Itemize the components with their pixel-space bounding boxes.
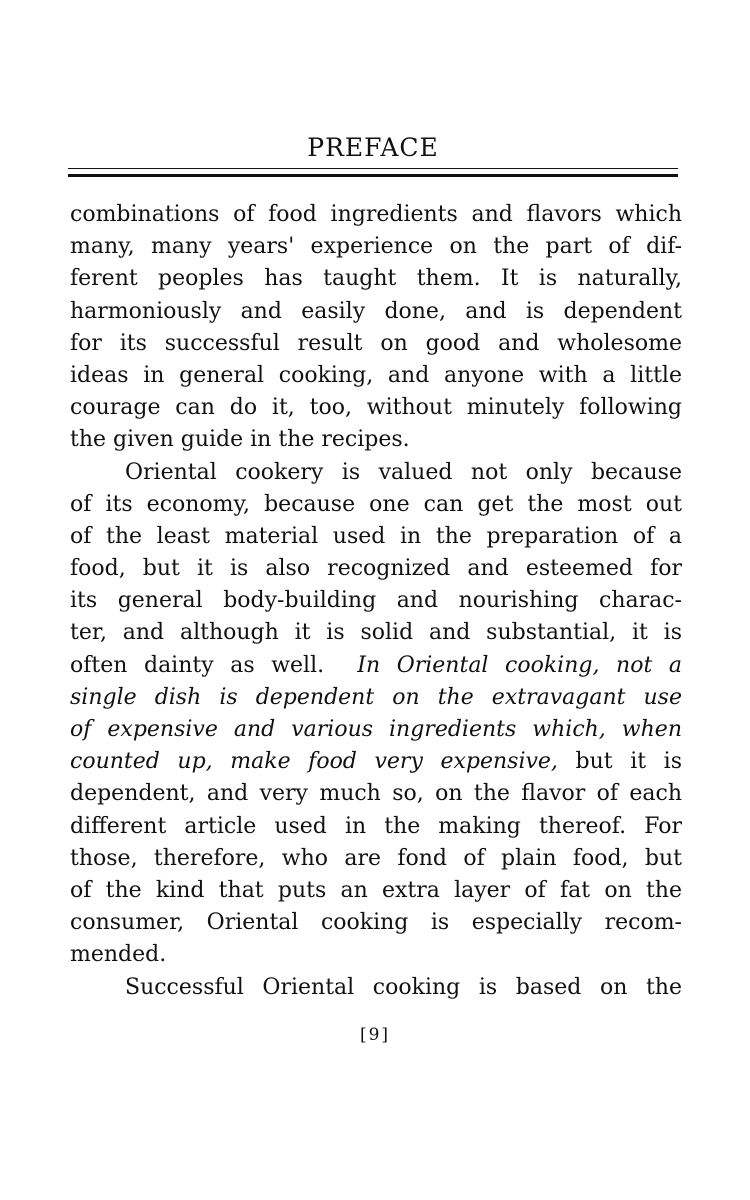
text-line: mended.	[70, 942, 167, 968]
text-line: of the least material used in the preparation of a	[70, 523, 682, 549]
text-line: ideas in general cooking, and anyone with a little	[70, 362, 682, 388]
text-line: its general body-building and nourishing charac-	[70, 588, 682, 614]
text-line: ferent peoples has taught them. It is naturally,	[70, 266, 682, 292]
text-line: those, therefore, who are fond of plain food, but	[70, 845, 682, 871]
text-line: food, but it is also recognized and esteemed for	[70, 556, 682, 582]
text-line: counted up, make food very expensive, but it is	[70, 749, 682, 775]
running-head: PREFACE	[307, 133, 439, 162]
text-line: of the kind that puts an extra layer of fat on the	[70, 877, 682, 903]
text-line: ter, and although it is solid and substantial, it is	[70, 620, 682, 646]
text-line: the given guide in the recipes.	[70, 427, 410, 453]
text-line: dependent, and very much so, on the flavor of each	[70, 781, 682, 807]
header-rule-thin	[68, 168, 678, 169]
text-line: of its economy, because one can get the most out	[70, 491, 682, 517]
text-line: of expensive and various ingredients which, when	[70, 717, 682, 742]
text-line: often dainty as well. In Oriental cooking, not a	[70, 652, 682, 678]
text-line: Successful Oriental cooking is based on the	[125, 974, 682, 1000]
body-text	[70, 199, 682, 1004]
text-line: many, many years' experience on the part of dif-	[70, 234, 682, 260]
text-line: consumer, Oriental cooking is especially recom-	[70, 910, 682, 936]
text-line: courage can do it, too, without minutely following	[70, 395, 682, 421]
text-line: harmoniously and easily done, and is dependent	[70, 298, 682, 324]
page-number: [9]	[359, 1025, 391, 1045]
header-rule-thick	[68, 174, 678, 177]
text-line: different article used in the making thereof. For	[70, 813, 682, 839]
text-line: combinations of food ingredients and flavors which	[70, 202, 682, 227]
text-line: single dish is dependent on the extravagant use	[70, 684, 682, 710]
text-line: Oriental cookery is valued not only because	[125, 459, 682, 485]
text-line: for its successful result on good and wholesome	[70, 330, 682, 356]
